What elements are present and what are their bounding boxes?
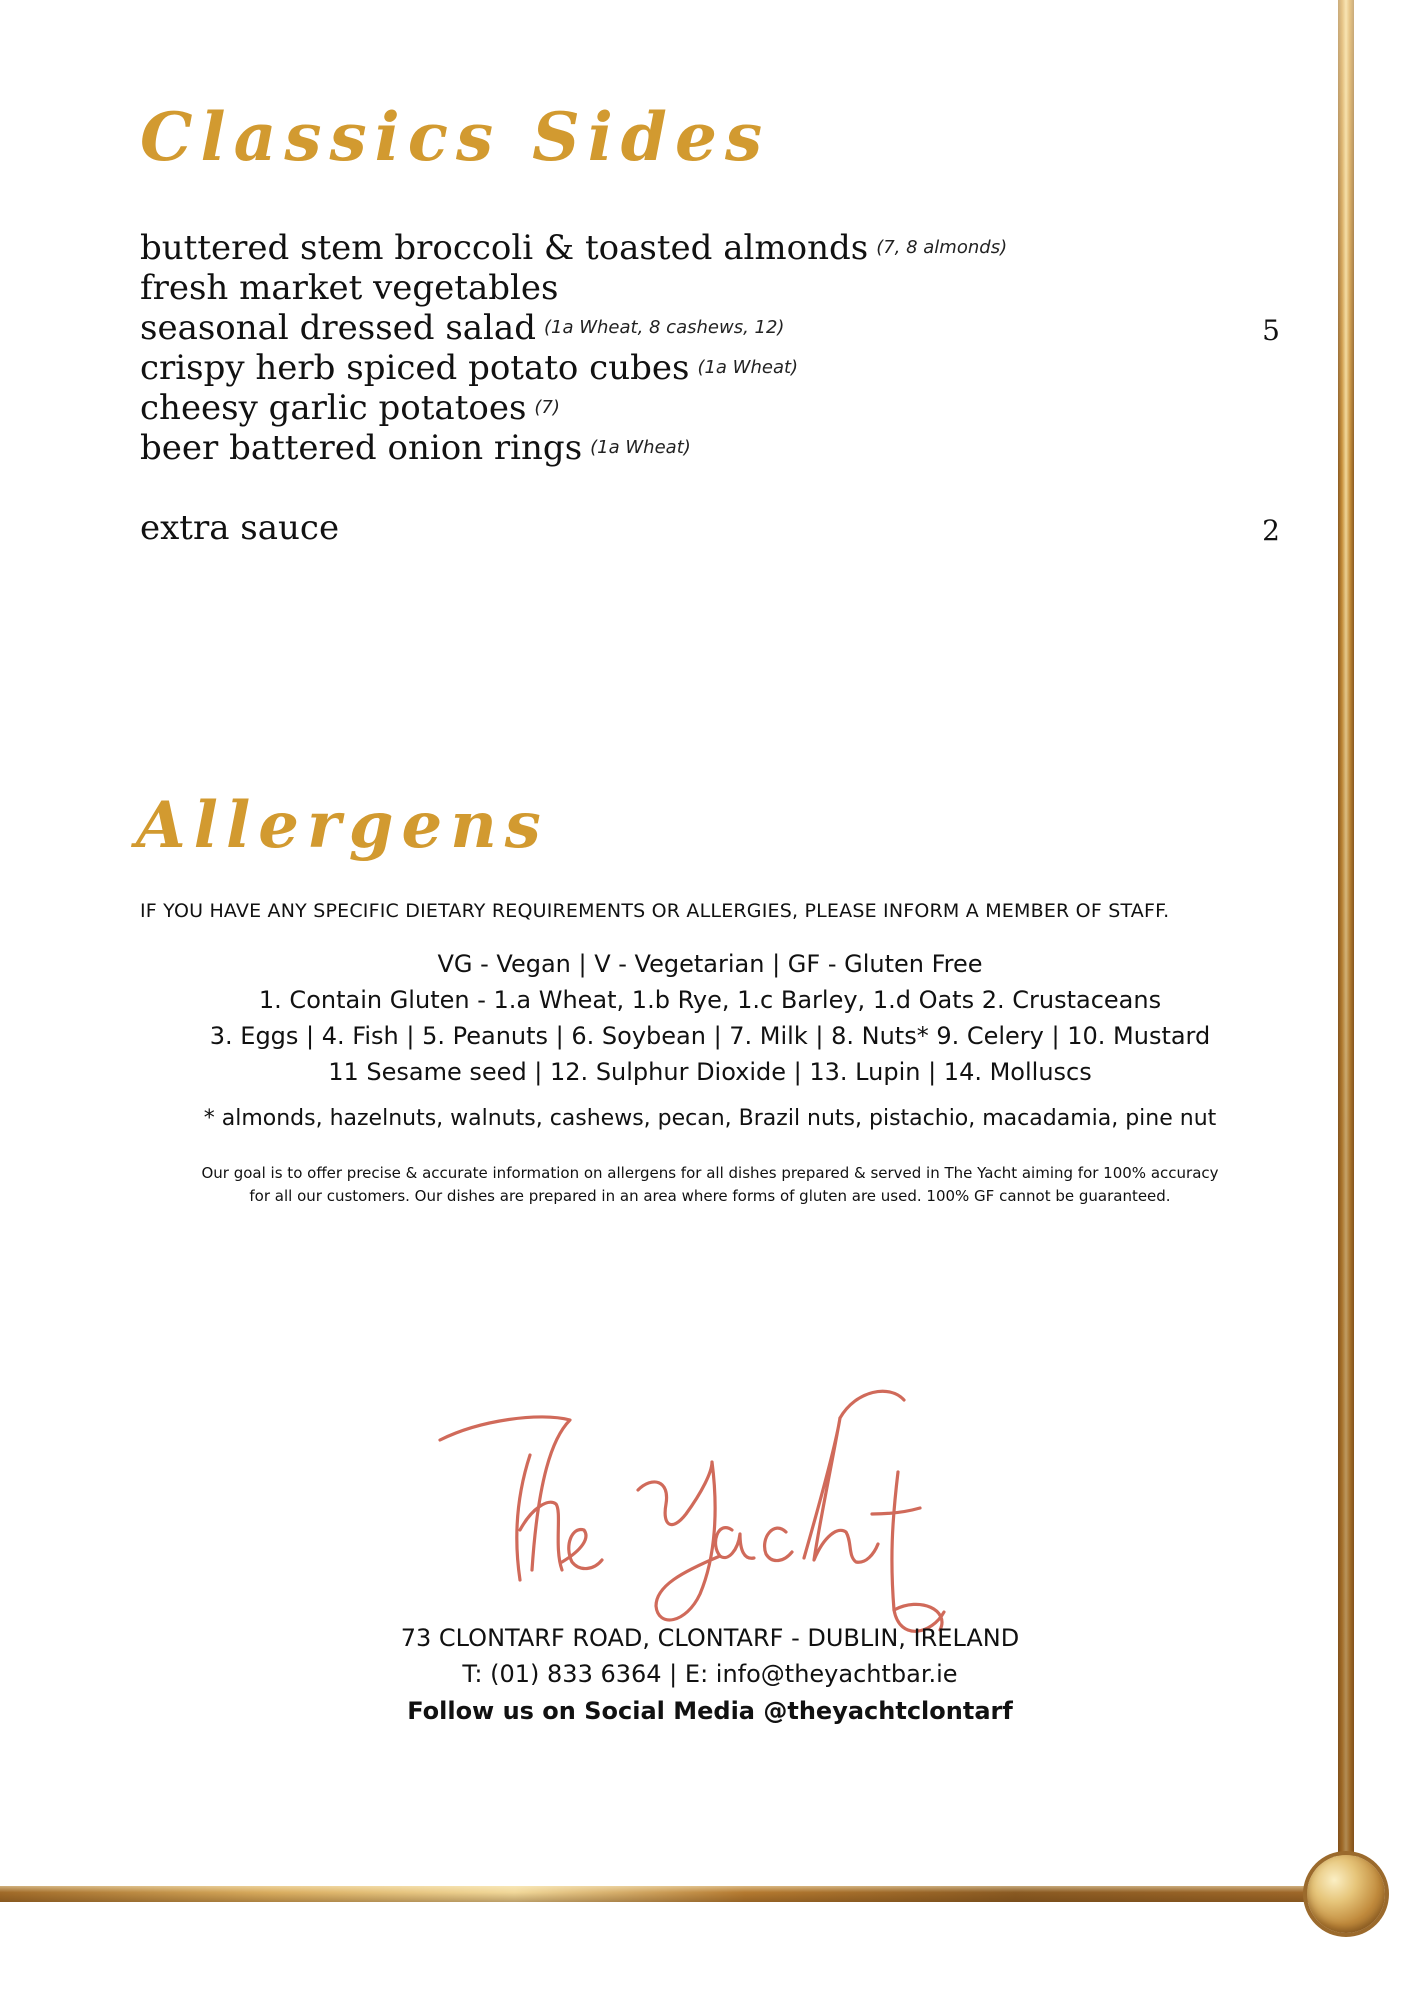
gold-frame-right xyxy=(1338,0,1354,1896)
disclaimer-line: Our goal is to offer precise & accurate information on allergens for all dishes prepared & served in The Yacht aiming for 100% accuracy xyxy=(201,1164,1219,1182)
allergen-key xyxy=(140,946,1280,1090)
side-item-allergens: (7) xyxy=(534,397,560,418)
contact-block xyxy=(340,1620,1080,1730)
side-item xyxy=(140,228,1280,268)
side-item-name: seasonal dressed salad xyxy=(140,308,536,348)
sides-list xyxy=(140,228,1280,468)
disclaimer-line: for all our customers. Our dishes are prepared in an area where forms of gluten are used. 100% GF cannot be guaranteed. xyxy=(249,1187,1171,1205)
side-item-name: buttered stem broccoli & toasted almonds xyxy=(140,228,869,268)
side-item-name: crispy herb spiced potato cubes xyxy=(140,348,690,388)
side-item-name: beer battered onion rings xyxy=(140,428,583,468)
side-item xyxy=(140,308,1280,348)
gold-frame-bottom xyxy=(0,1886,1354,1902)
allergen-key-line: 3. Eggs | 4. Fish | 5. Peanuts | 6. Soybean | 7. Milk | 8. Nuts* 9. Celery | 10. Mustard xyxy=(209,1022,1211,1050)
extra-sauce-price: 2 xyxy=(1262,514,1280,547)
side-item-allergens: (7, 8 almonds) xyxy=(876,237,1008,258)
extra-sauce-item: extra sauce xyxy=(140,508,340,548)
allergen-notice: IF YOU HAVE ANY SPECIFIC DIETARY REQUIREMENTS OR ALLERGIES, PLEASE INFORM A MEMBER OF STAFF. xyxy=(140,900,1170,922)
sides-price: 5 xyxy=(1262,314,1280,347)
side-item-allergens: (1a Wheat) xyxy=(590,437,691,458)
the-yacht-logo xyxy=(420,1380,1020,1650)
gold-corner-ornament xyxy=(1307,1855,1385,1933)
side-item xyxy=(140,268,1280,308)
side-item-name: fresh market vegetables xyxy=(140,268,559,308)
allergen-key-line: 11 Sesame seed | 12. Sulphur Dioxide | 13. Lupin | 14. Molluscs xyxy=(328,1058,1092,1086)
side-item-allergens: (1a Wheat) xyxy=(697,357,799,378)
sides-title: Classics Sides xyxy=(140,98,771,176)
phone-email: T: (01) 833 6364 | E: info@theyachtbar.ie xyxy=(462,1660,958,1688)
allergen-disclaimer xyxy=(140,1162,1280,1208)
nuts-footnote: * almonds, hazelnuts, walnuts, cashews, pecan, Brazil nuts, pistachio, macadamia, pine nut xyxy=(203,1106,1217,1131)
side-item xyxy=(140,388,1280,428)
side-item-name: cheesy garlic potatoes xyxy=(140,388,527,428)
side-item xyxy=(140,348,1280,388)
side-item xyxy=(140,428,1280,468)
allergen-key-line: VG - Vegan | V - Vegetarian | GF - Gluten Free xyxy=(437,950,983,978)
address: 73 CLONTARF ROAD, CLONTARF - DUBLIN, IRELAND xyxy=(400,1624,1020,1652)
side-item-allergens: (1a Wheat, 8 cashews, 12) xyxy=(543,317,785,338)
allergens-title: Allergens xyxy=(136,788,549,863)
allergen-key-line: 1. Contain Gluten - 1.a Wheat, 1.b Rye, 1.c Barley, 1.d Oats 2. Crustaceans xyxy=(258,986,1162,1014)
social-follow: Follow us on Social Media @theyachtclontarf xyxy=(407,1697,1013,1725)
